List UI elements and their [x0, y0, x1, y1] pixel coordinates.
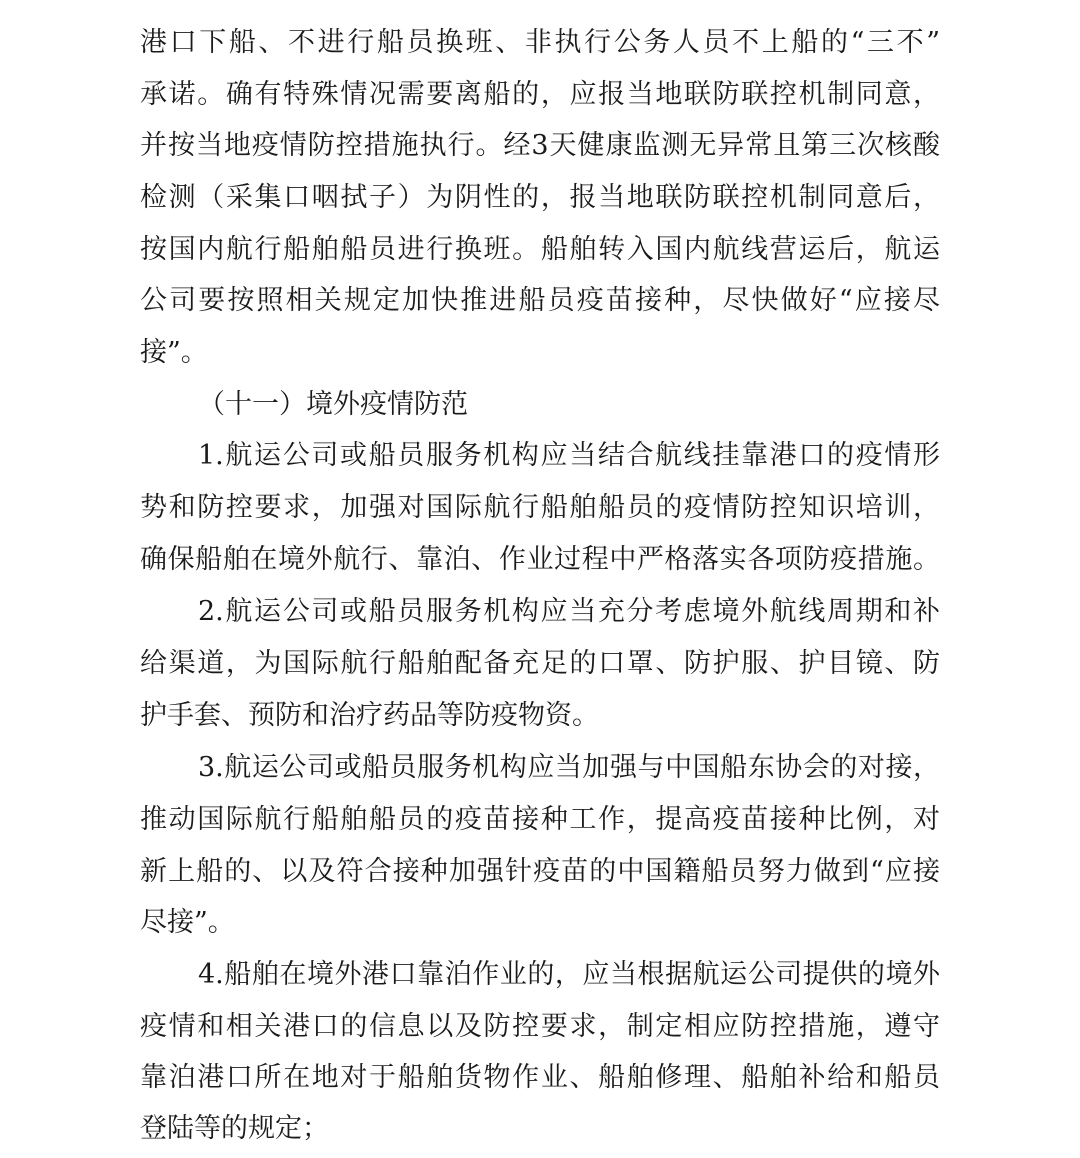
paragraph-line: 尽接”。: [140, 907, 235, 938]
paragraph-line: 接”。: [140, 337, 208, 368]
paragraph-line: 承诺。确有特殊情况需要离船的，应报当地联防联控机制同意，: [140, 79, 940, 110]
paragraph-line: 疫情和相关港口的信息以及防控要求，制定相应防控措施，遵守: [140, 1011, 940, 1042]
section-heading: （十一）境外疫情防范: [198, 389, 468, 420]
paragraph-line: 靠泊港口所在地对于船舶货物作业、船舶修理、船舶补给和船员: [140, 1062, 940, 1093]
paragraph-line: 推动国际航行船舶船员的疫苗接种工作，提高疫苗接种比例，对: [140, 804, 940, 835]
paragraph-line: 给渠道，为国际航行船舶配备充足的口罩、防护服、护目镜、防: [140, 648, 940, 679]
paragraph-line: 4.船舶在境外港口靠泊作业的，应当根据航运公司提供的境外: [198, 959, 940, 990]
paragraph-line: 港口下船、不进行船员换班、非执行公务人员不上船的“三不”: [140, 27, 940, 58]
paragraph-line: 按国内航行船舶船员进行换班。船舶转入国内航线营运后，航运: [140, 234, 940, 265]
paragraph-line: 新上船的、以及符合接种加强针疫苗的中国籍船员努力做到“应接: [140, 856, 940, 887]
paragraph-line: 1.航运公司或船员服务机构应当结合航线挂靠港口的疫情形: [198, 440, 940, 471]
paragraph-line: 公司要按照相关规定加快推进船员疫苗接种，尽快做好“应接尽: [140, 285, 940, 316]
paragraph-line: 检测（采集口咽拭子）为阴性的，报当地联防联控机制同意后，: [140, 182, 940, 213]
paragraph-line: 2.航运公司或船员服务机构应当充分考虑境外航线周期和补: [198, 596, 940, 627]
paragraph-line: 3.航运公司或船员服务机构应当加强与中国船东协会的对接，: [198, 752, 940, 783]
paragraph-line: 势和防控要求，加强对国际航行船舶船员的疫情防控知识培训，: [140, 492, 940, 523]
paragraph-line: 护手套、预防和治疗药品等防疫物资。: [140, 700, 599, 731]
paragraph-line: 登陆等的规定；: [140, 1113, 329, 1144]
paragraph-line: 确保船舶在境外航行、靠泊、作业过程中严格落实各项防疫措施。: [140, 544, 940, 575]
paragraph-line: 并按当地疫情防控措施执行。经3天健康监测无异常且第三次核酸: [140, 130, 940, 161]
